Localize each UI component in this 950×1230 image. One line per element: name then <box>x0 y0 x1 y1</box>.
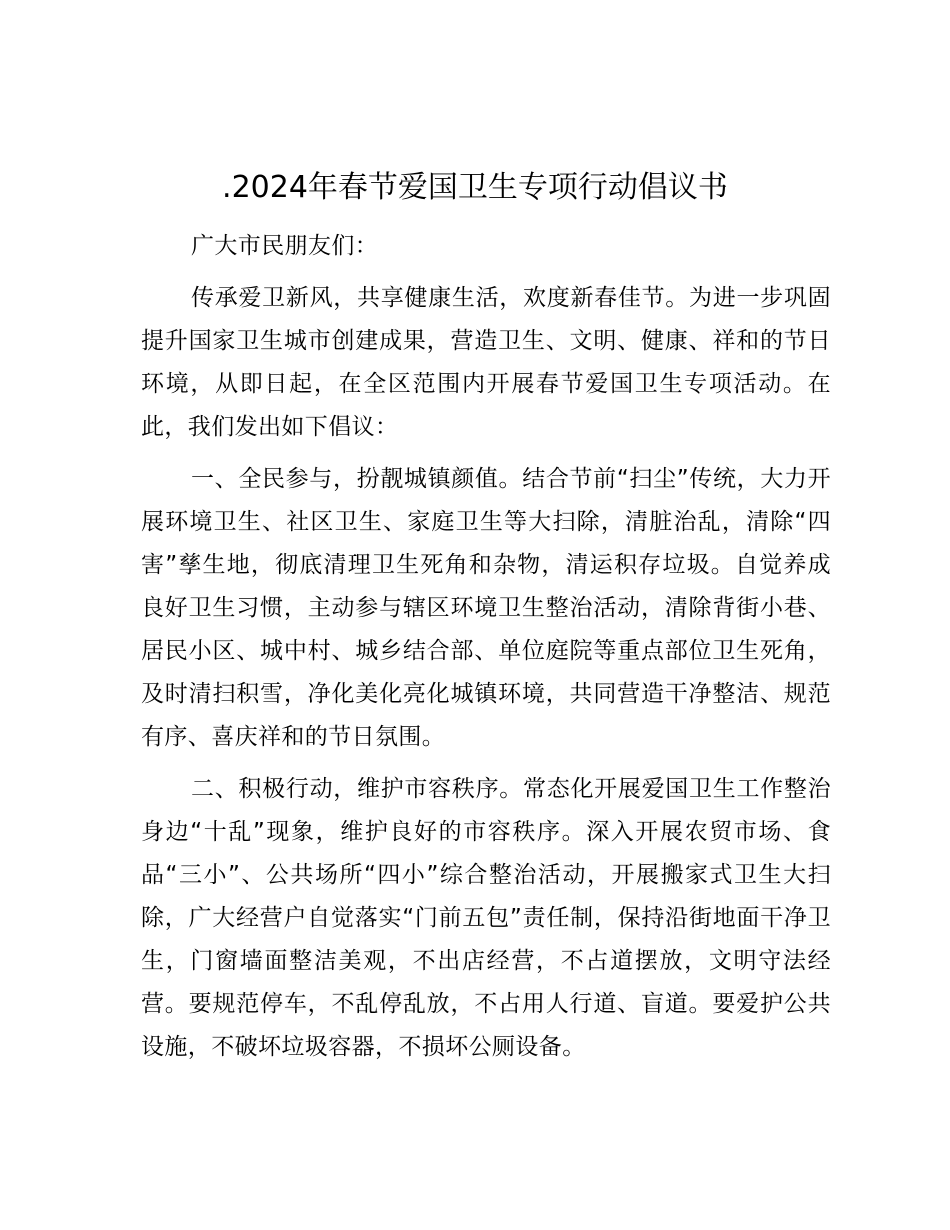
document-body <box>141 225 831 1078</box>
paragraph-section-two: 二、积极行动，维护市容秩序。常态化开展爱国卫生工作整治身边“十乱”现象，维护良好的市容秩序。深入开展农贸市场、食品“三小”、公共场所“四小”综合整治活动，开展搬家式卫生大扫除，广大经营户自觉落实“门前五包”责任制，保持沿街地面干净卫生，门窗墙面整洁美观，不出店经营，不占道摆放，文明守法经营。要规范停车，不乱停乱放，不占用人行道、盲道。要爱护公共设施，不破坏垃圾容器，不损坏公厕设备。 <box>141 776 831 1060</box>
salutation: 广大市民朋友们： <box>191 233 379 259</box>
document-title: .2024年春节爱国卫生专项行动倡议书 <box>222 170 728 205</box>
paragraph-intro: 传承爱卫新风，共享健康生活，欢度新春佳节。为进一步巩固提升国家卫生城市创建成果，营造卫生、文明、健康、祥和的节日环境，从即日起，在全区范围内开展春节爱国卫生专项活动。在此，我们发出如下倡议： <box>141 285 831 440</box>
paragraph-section-one: 一、全民参与，扮靓城镇颜值。结合节前“扫尘”传统，大力开展环境卫生、社区卫生、家庭卫生等大扫除，清脏治乱，清除“四害”孳生地，彻底清理卫生死角和杂物，清运积存垃圾。自觉养成良好卫生习惯，主动参与辖区环境卫生整治活动，清除背街小巷、居民小区、城中村、城乡结合部、单位庭院等重点部位卫生死角，及时清扫积雪，净化美化亮化城镇环境，共同营造干净整洁、规范有序、喜庆祥和的节日氛围。 <box>141 466 831 750</box>
